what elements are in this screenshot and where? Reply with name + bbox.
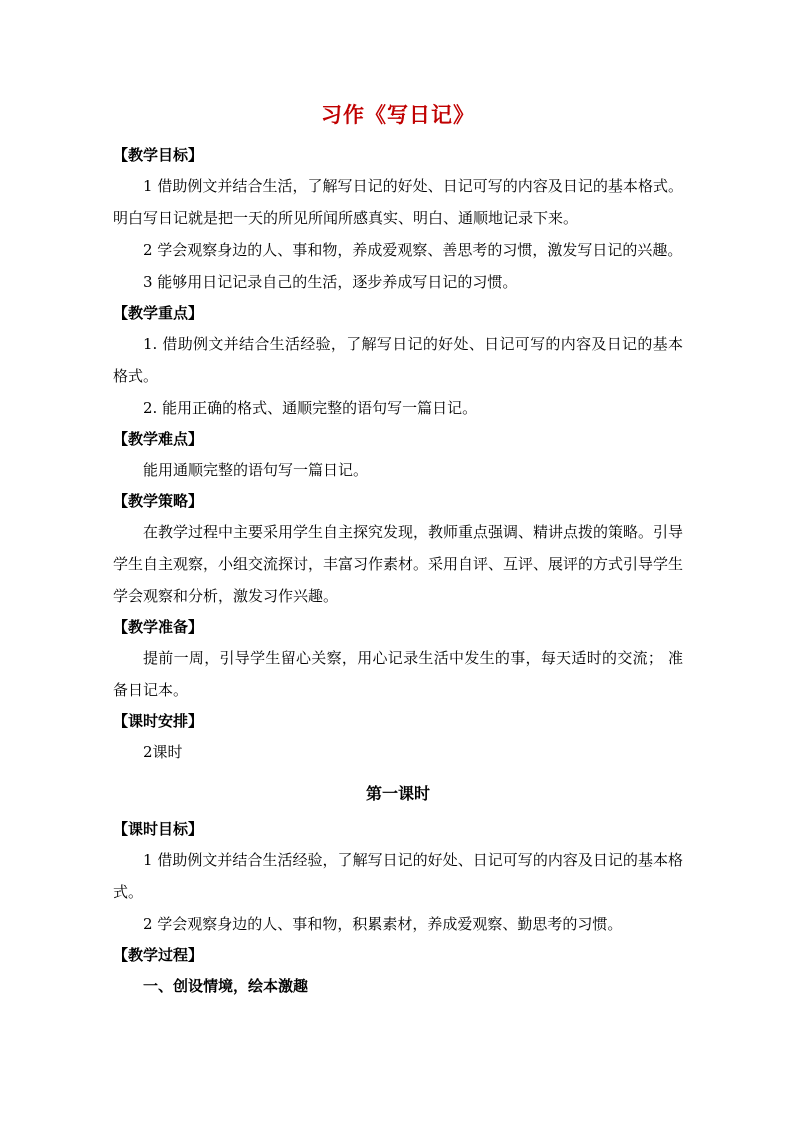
document-title: 习作《写日记》 <box>321 102 475 127</box>
process-step-1: 一、创设情境，绘本激趣 <box>143 977 309 995</box>
heading-difficulties: 【教学难点】 <box>113 430 204 448</box>
strategy-item-1: 在教学过程中主要采用学生自主探究发现，教师重点强调、精讲点拨的策略。引导学生自主观察，小组交流探讨，丰富习作素材。采用自评、互评、展评的方式引导学生学会观察和分析，激发习作兴趣。 <box>113 523 684 605</box>
heading-key-points: 【教学重点】 <box>113 304 204 322</box>
difficulty-item-1: 能用通顺完整的语句写一篇日记。 <box>143 461 369 479</box>
lesson-goal-item-1: 1 借助例文并结合生活经验，了解写日记的好处、日记可写的内容及日记的基本格式。 <box>113 851 683 901</box>
goal-item-1: 1 借助例文并结合生活，了解写日记的好处、日记可写的内容及日记的基本格式。明白写日记就是把一天的所见所闻所感真实、明白、通顺地记录下来。 <box>113 177 683 227</box>
preparation-item-1: 提前一周，引导学生留心关察，用心记录生活中发生的事，每天适时的交流； 准备日记本。 <box>113 649 683 699</box>
key-point-item-2: 2. 能用正确的格式、通顺完整的语句写一篇日记。 <box>143 399 478 417</box>
heading-lesson-goals: 【课时目标】 <box>113 820 204 838</box>
goal-item-3: 3 能够用日记记录自己的生活，逐步养成写日记的习惯。 <box>143 273 518 291</box>
heading-preparation: 【教学准备】 <box>113 618 204 636</box>
schedule-item-1: 2课时 <box>143 743 183 761</box>
key-point-item-1: 1. 借助例文并结合生活经验，了解写日记的好处、日记可写的内容及日记的基本格式。 <box>113 335 683 385</box>
heading-strategy: 【教学策略】 <box>113 492 204 510</box>
heading-teaching-process: 【教学过程】 <box>113 946 204 964</box>
document-page <box>113 100 683 1002</box>
goal-item-2: 2 学会观察身边的人、事和物，养成爱观察、善思考的习惯，激发写日记的兴趣。 <box>143 241 683 259</box>
heading-schedule: 【课时安排】 <box>113 712 204 730</box>
lesson-goal-item-2: 2 学会观察身边的人、事和物，积累素材，养成爱观察、勤思考的习惯。 <box>143 915 623 933</box>
lesson1-title: 第一课时 <box>365 784 430 803</box>
heading-teaching-goals: 【教学目标】 <box>113 146 204 164</box>
